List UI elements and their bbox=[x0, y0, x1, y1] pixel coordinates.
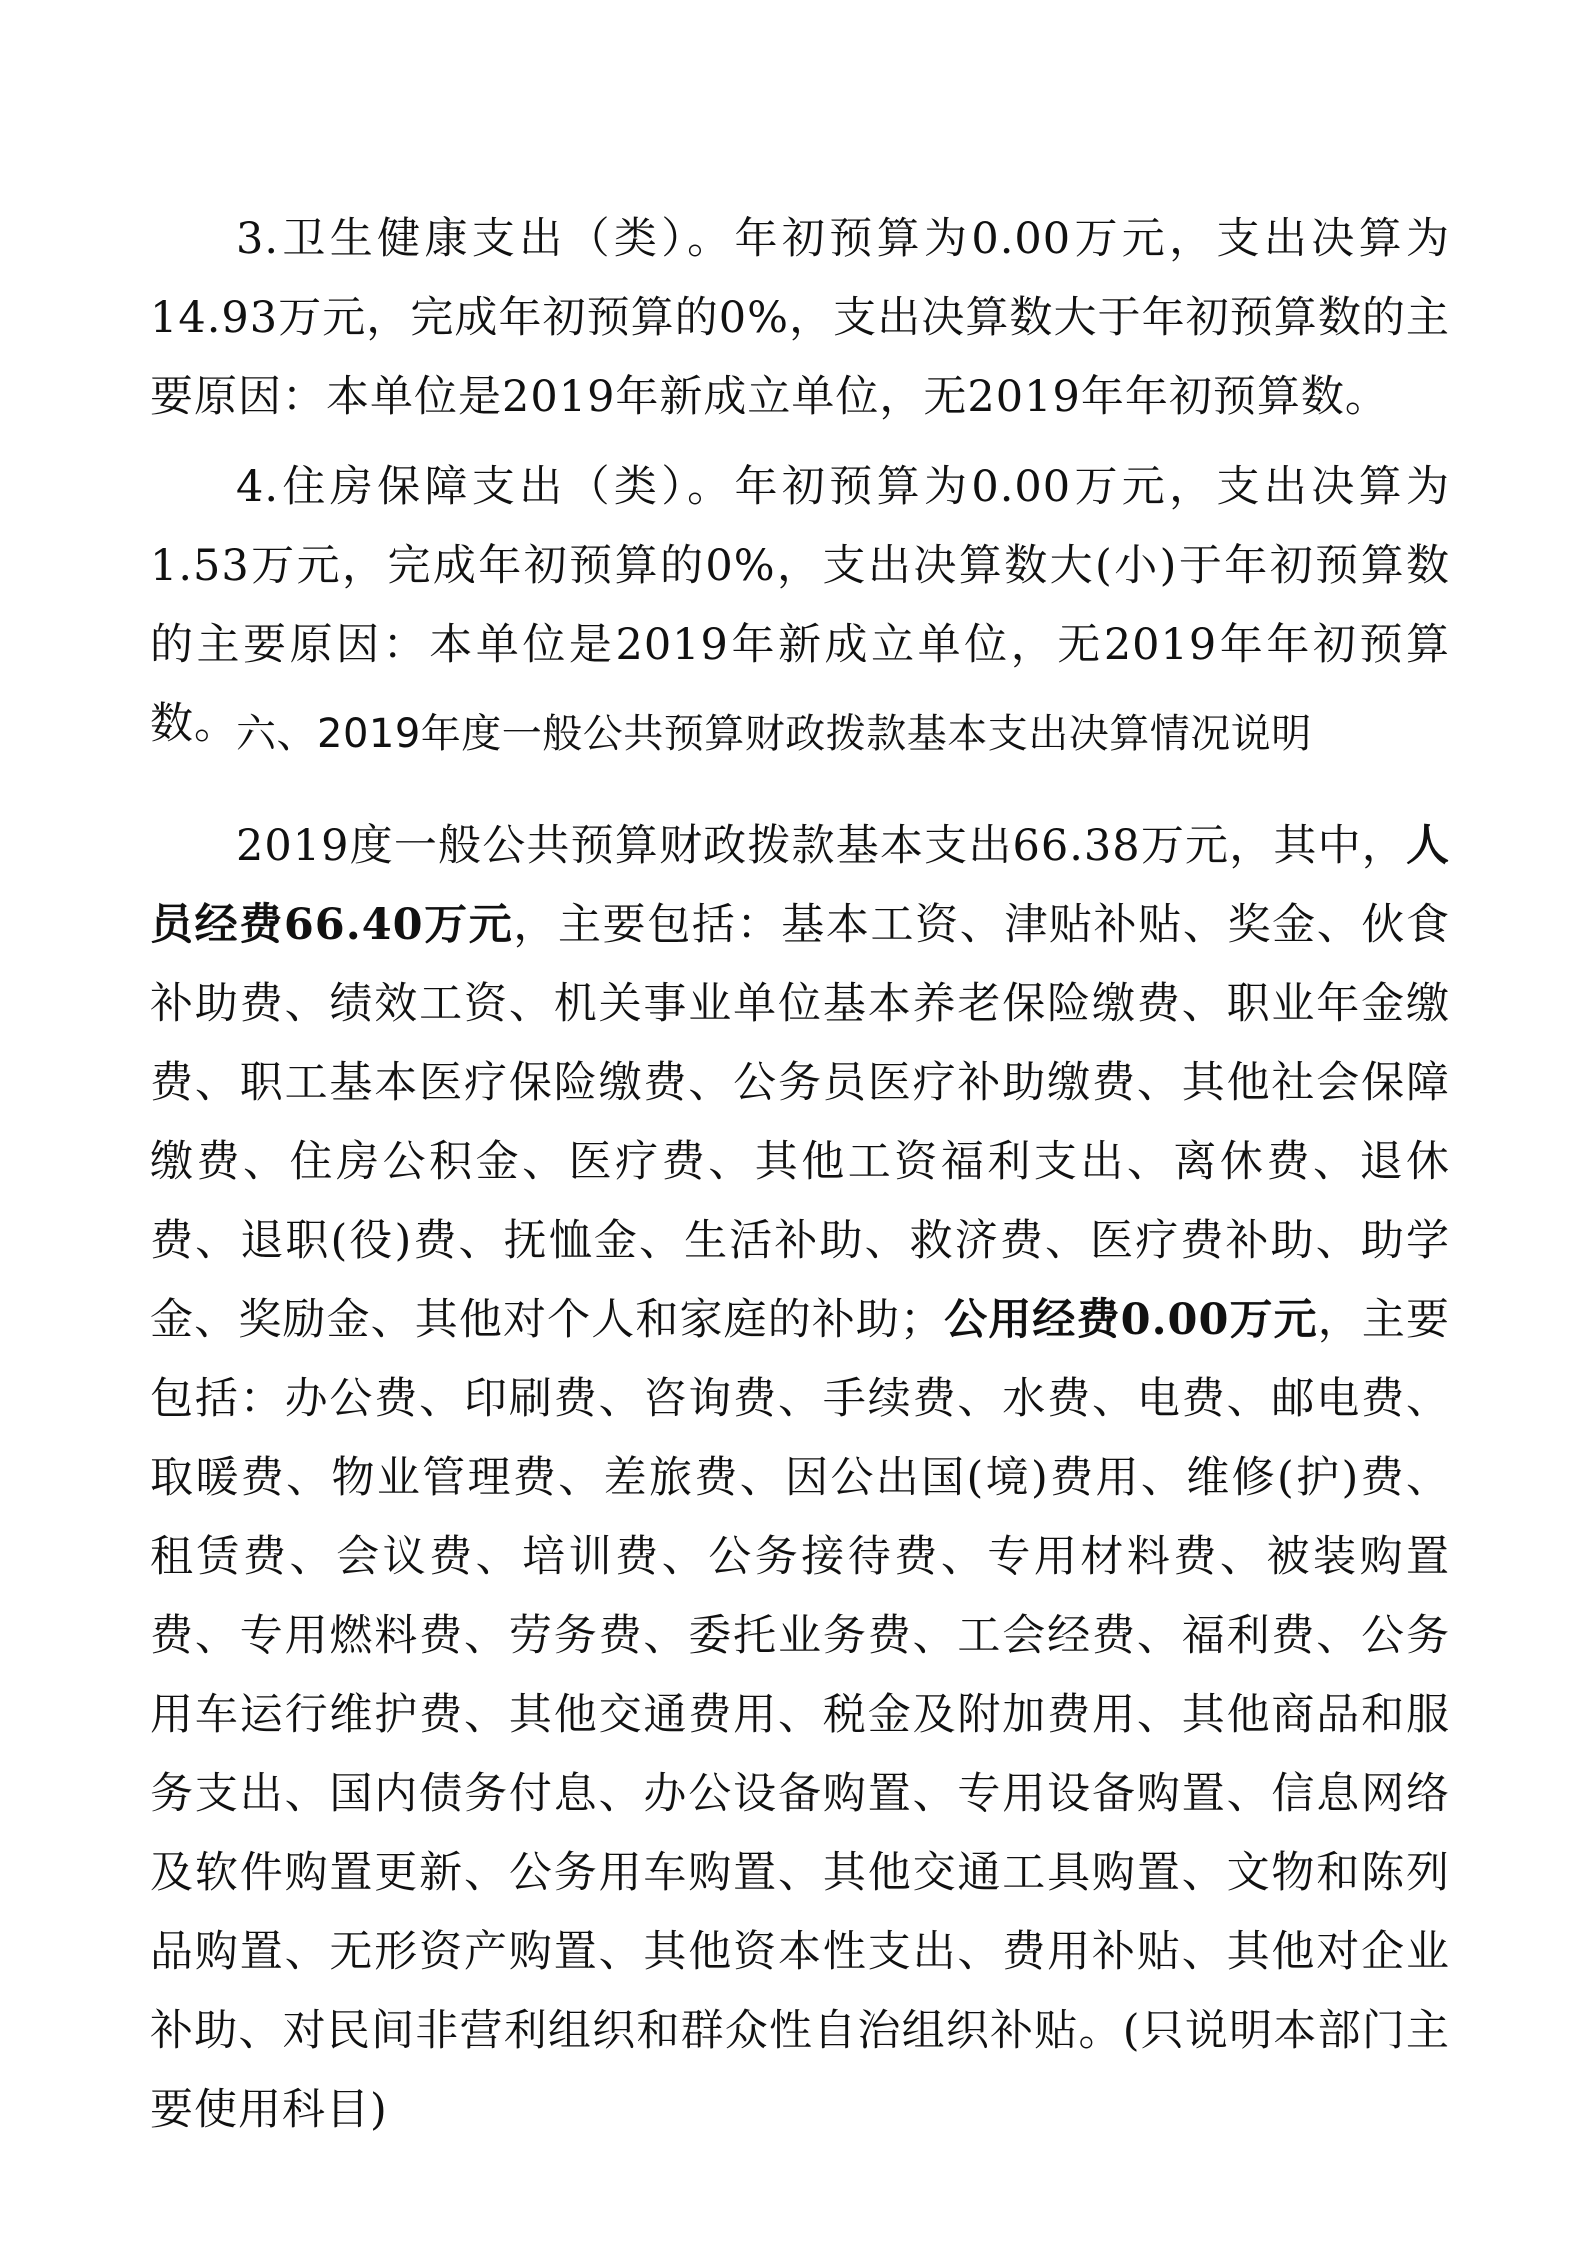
paragraph-housing-expenditure: 4.住房保障支出（类）。年初预算为0.00万元，支出决算为1.53万元，完成年初预算的0%，支出决算数大(小)于年初预算数的主要原因：本单位是2019年新成立单位，无2019年年初预算数。 bbox=[150, 462, 1450, 749]
public-expenses-label: 公用经费0.00万元 bbox=[944, 1295, 1318, 1345]
paragraph-health-expenditure: 3.卫生健康支出（类）。年初预算为0.00万元，支出决算为14.93万元，完成年初预算的0%，支出决算数大于年初预算数的主要原因：本单位是2019年新成立单位，无2019年年初预算数。 bbox=[150, 214, 1450, 422]
basic-expenditure-intro: 2019度一般公共预算财政拨款基本支出66.38万元，其中， bbox=[236, 821, 1406, 871]
personnel-expenses-items: ，主要包括：基本工资、津贴补贴、奖金、伙食补助费、绩效工资、机关事业单位基本养老保险缴费、职业年金缴费、职工基本医疗保险缴费、公务员医疗补助缴费、其他社会保障缴费、住房公积金、医疗费、其他工资福利支出、离休费、退休费、退职(役)费、抚恤金、生活补助、救济费、医疗费补助、助学金、奖励金、其他对个人和家庭的补助； bbox=[150, 900, 1450, 1345]
public-expenses-items: ，主要包括：办公费、印刷费、咨询费、手续费、水费、电费、邮电费、取暖费、物业管理费、差旅费、因公出国(境)费用、维修(护)费、租赁费、会议费、培训费、公务接待费、专用材料费、被装购置费、专用燃料费、劳务费、委托业务费、工会经费、福利费、公务用车运行维护费、其他交通费用、税金及附加费用、其他商品和服务支出、国内债务付息、办公设备购置、专用设备购置、信息网络及软件购置更新、公务用车购置、其他交通工具购置、文物和陈列品购置、无形资产购置、其他资本性支出、费用补贴、其他对企业补助、对民间非营利组织和群众性自治组织补贴。 bbox=[150, 1295, 1451, 2056]
scope-note: (只说明本部门主要使用科目) bbox=[150, 2006, 1450, 2135]
section-heading: 六、2019年度一般公共预算财政拨款基本支出决算情况说明 bbox=[236, 711, 1312, 757]
paragraph-basic-expenditure bbox=[150, 807, 1450, 2150]
personnel-expenses-label: 人员经费66.40万元 bbox=[150, 821, 1450, 950]
